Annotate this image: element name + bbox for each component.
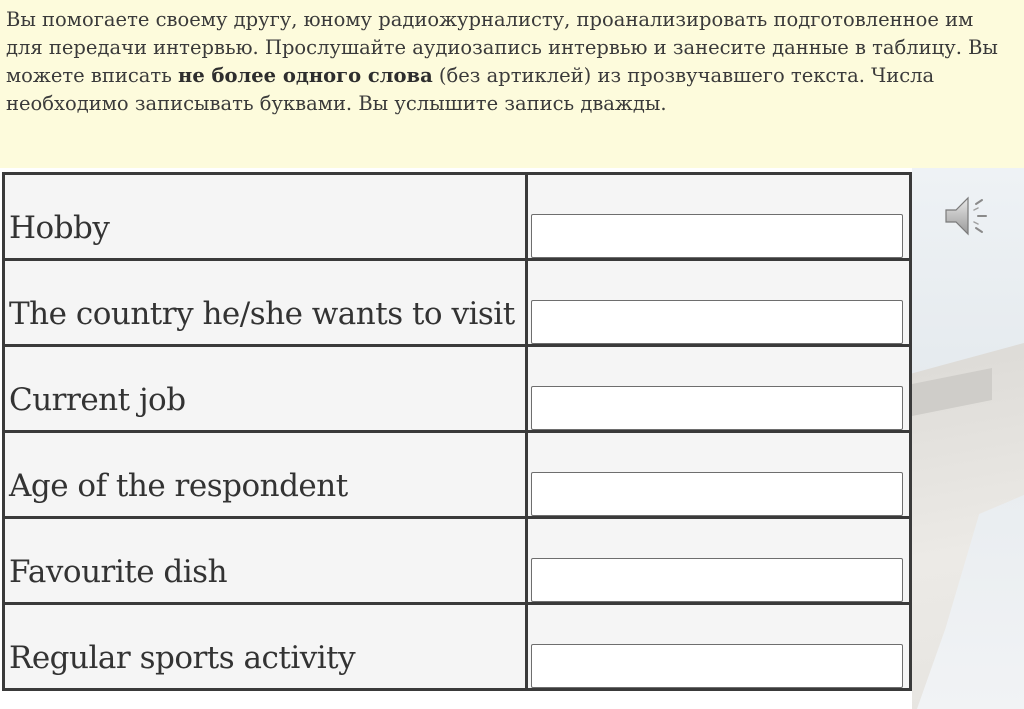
answer-input-hobby[interactable] [531, 214, 903, 258]
answer-input-dish[interactable] [531, 558, 903, 602]
row-label: Current job [9, 382, 186, 418]
table-row [4, 432, 911, 518]
answer-cell [527, 432, 911, 518]
row-label-cell [4, 346, 527, 432]
table-row [4, 260, 911, 346]
instructions-part1: Вы помогаете своему другу, юному радиожурналисту, проанализировать подготовленное им для передачи интервью. Прослушайте аудиозапись интервью и занесите данные в таблицу. Вы можете вписать [6, 8, 998, 87]
answer-input-job[interactable] [531, 386, 903, 430]
speaker-icon[interactable] [940, 192, 994, 240]
answer-input-age[interactable] [531, 472, 903, 516]
answer-input-country[interactable] [531, 300, 903, 344]
table-row [4, 604, 911, 690]
row-label: Age of the respondent [9, 468, 348, 504]
instructions-bold: не более одного слова [178, 64, 433, 87]
instructions-part2: (без артиклей) из прозвучавшего текста. Числа необходимо записывать буквами. Вы услышите запись дважды. [6, 64, 935, 115]
answer-cell [527, 260, 911, 346]
table-row [4, 518, 911, 604]
answer-cell [527, 518, 911, 604]
answer-cell [527, 346, 911, 432]
row-label: The country he/she wants to visit [9, 296, 515, 332]
row-label-cell [4, 518, 527, 604]
background-photo [912, 168, 1024, 709]
interview-table [2, 172, 912, 691]
table-row [4, 346, 911, 432]
row-label: Regular sports activity [9, 640, 356, 676]
instructions-text [0, 0, 1024, 168]
row-label: Hobby [9, 210, 110, 246]
answer-cell [527, 604, 911, 690]
row-label-cell [4, 432, 527, 518]
row-label-cell [4, 260, 527, 346]
row-label-cell [4, 604, 527, 690]
table-row [4, 174, 911, 260]
answer-input-sports[interactable] [531, 644, 903, 688]
row-label: Favourite dish [9, 554, 228, 590]
answer-cell [527, 174, 911, 260]
row-label-cell [4, 174, 527, 260]
